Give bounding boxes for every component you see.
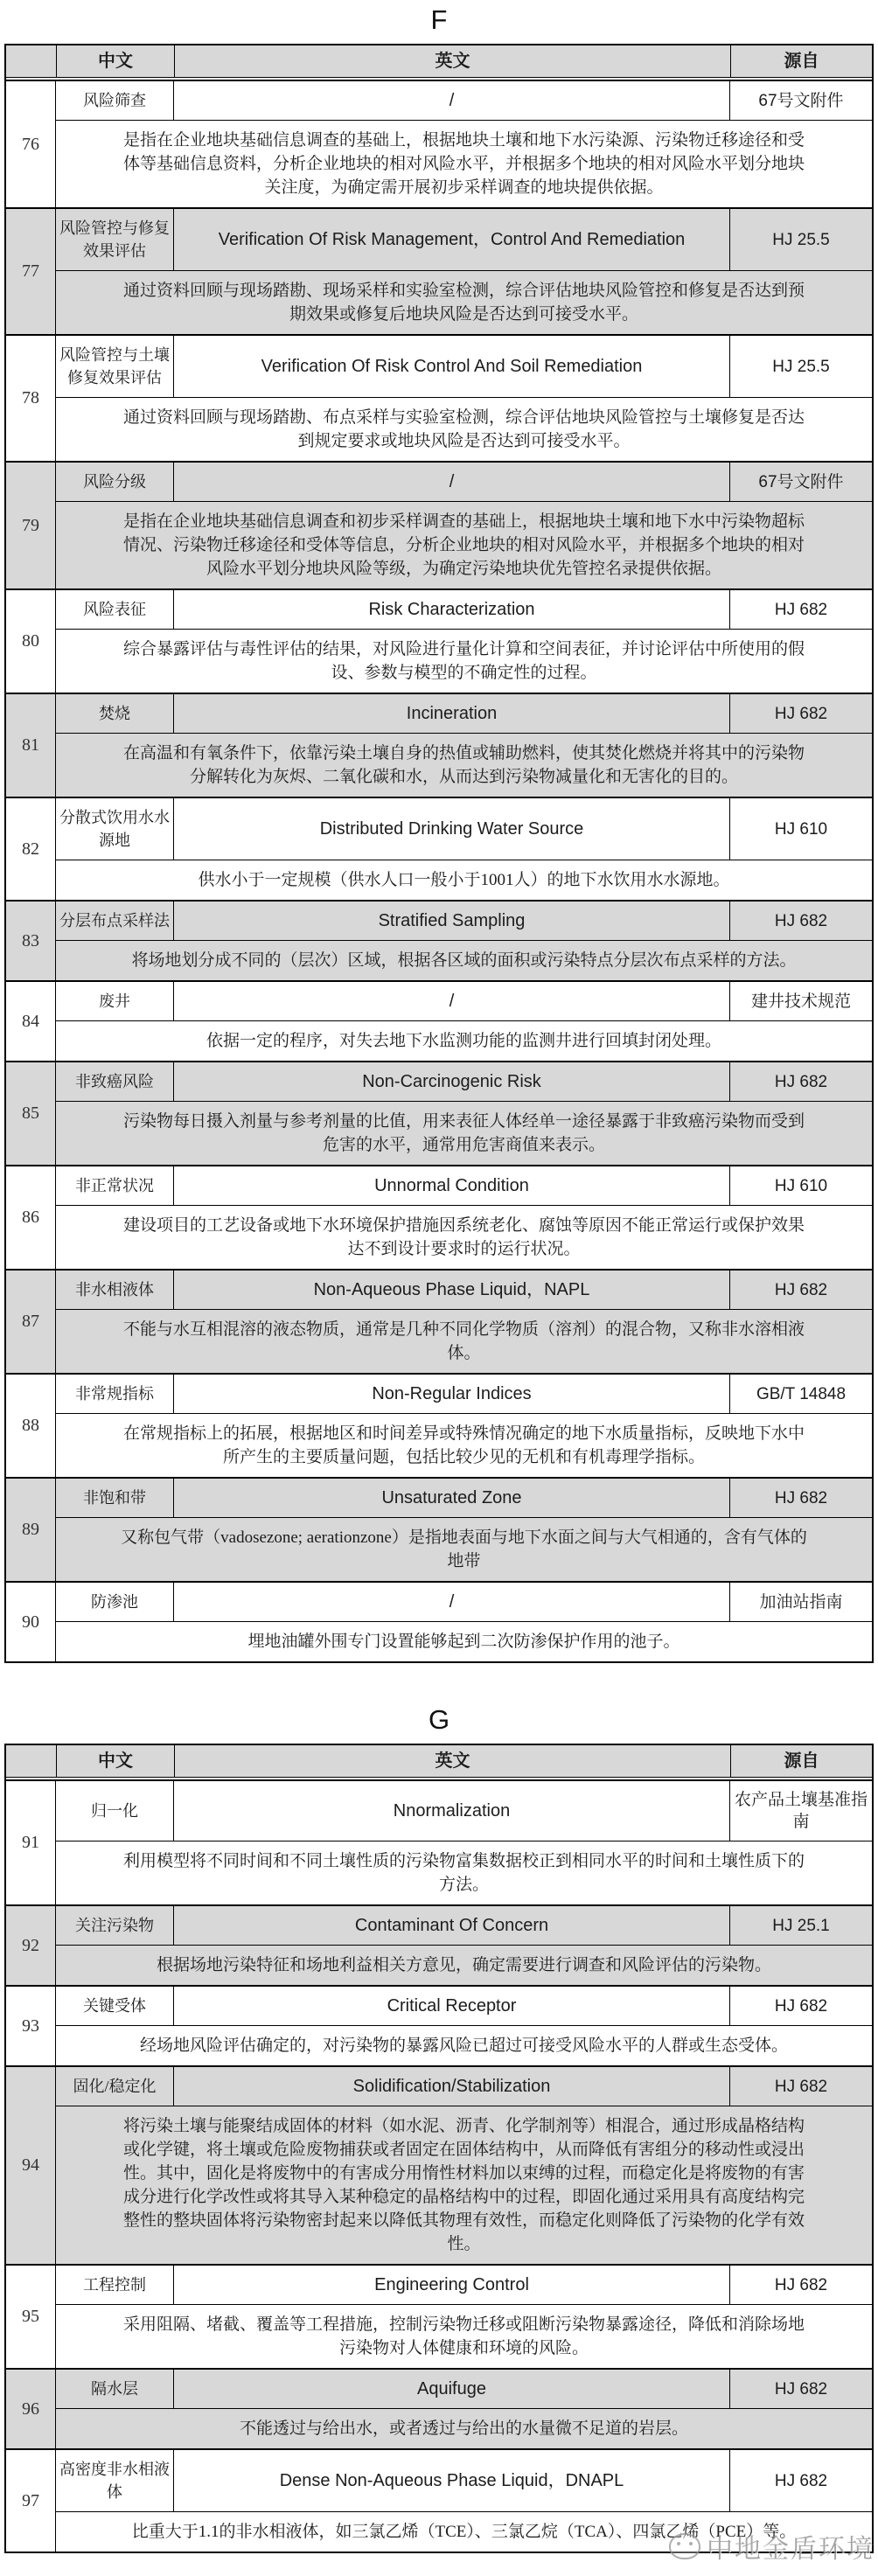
entry-term-english: Non-Regular Indices — [174, 1375, 730, 1413]
entry-source: HJ 682 — [774, 1488, 828, 1507]
entry-term-chinese: 归一化 — [56, 1781, 174, 1841]
entry-number: 95 — [6, 2266, 56, 2368]
entry-number: 90 — [6, 1583, 56, 1661]
entry-term-english: Nnormalization — [174, 1781, 730, 1841]
entry-number: 93 — [6, 1987, 56, 2065]
entry-term-chinese: 风险筛查 — [56, 81, 174, 120]
entry-source: HJ 682 — [774, 1280, 828, 1299]
entry-source: 农产品土壤基准指南 — [735, 1791, 868, 1832]
entry-term-english: Non-Aqueous Phase Liquid，NAPL — [174, 1271, 730, 1309]
entry-term-chinese: 风险管控与土壤修复效果评估 — [56, 336, 174, 397]
entry-definition: 经场地风险评估确定的，对污染物的暴露风险已超过可接受风险水平的人群或生态受体。 — [56, 2025, 872, 2065]
entry-source: 67号文附件 — [758, 91, 844, 110]
entry-number: 91 — [6, 1781, 56, 1904]
entry-number: 89 — [6, 1479, 56, 1581]
entry-number: 79 — [6, 463, 56, 588]
entry-source: HJ 682 — [774, 2471, 828, 2490]
entry-term-chinese: 固化/稳定化 — [56, 2067, 174, 2106]
entry-term-english: Risk Characterization — [174, 590, 730, 629]
entry-definition: 将污染土壤与能聚结成固体的材料（如水泥、沥青、化学制剂等）相混合，通过形成晶格结构或化学键，将土壤或危险废物捕获或者固定在固体结构中，从而降低有害组分的移动性或浸出性。其中，固化是将废物中的有害成分用惰性材料加以束缚的过程，而稳定化是将废物的有害成分进行化学改性或将其导入某种稳定的晶格结构中的过程，即固化通过采用具有高度结构完整性的整块固体将污染物密封起来以降低其物理有效性，而稳定化则降低了污染物的化学有效性。 — [56, 2106, 872, 2264]
entry-term-english: / — [174, 982, 730, 1020]
entry-source: HJ 682 — [774, 2275, 828, 2294]
entry-term-english: Verification Of Risk Management，Control And Remediation — [174, 209, 730, 270]
entry-number: 97 — [6, 2450, 56, 2552]
entry-term-english: Aquifuge — [174, 2370, 730, 2408]
entry-term-english: Dense Non-Aqueous Phase Liquid，DNAPL — [174, 2450, 730, 2511]
entry-definition: 在常规指标上的拓展，根据地区和时间差异或特殊情况确定的地下水质量指标，反映地下水中所产生的主要质量问题，包括比较少见的无机和有机毒理学指标。 — [56, 1413, 872, 1477]
entry-source: HJ 25.5 — [772, 230, 830, 249]
entry-term-chinese: 非水相液体 — [56, 1271, 174, 1309]
entry-term-chinese: 废井 — [56, 982, 174, 1020]
entry-number: 81 — [6, 694, 56, 797]
header-chinese: 中文 — [56, 45, 174, 77]
entry-term-chinese: 隔水层 — [56, 2370, 174, 2408]
entry-term-english: Verification Of Risk Control And Soil Remediation — [174, 336, 730, 397]
glossary-entry — [6, 797, 872, 900]
table-g-header-row — [6, 1745, 872, 1778]
entry-number: 94 — [6, 2067, 56, 2264]
entry-number: 78 — [6, 336, 56, 461]
entry-number: 96 — [6, 2370, 56, 2448]
entry-term-english: Distributed Drinking Water Source — [174, 798, 730, 860]
entry-term-english: Incineration — [174, 694, 730, 733]
entry-term-english: Stratified Sampling — [174, 902, 730, 940]
glossary-table-g — [4, 1744, 874, 2553]
entry-term-english: Unsaturated Zone — [174, 1479, 730, 1517]
glossary-entry — [6, 1373, 872, 1477]
entry-definition: 不能透过与给出水，或者透过与给出的水量微不足道的岩层。 — [56, 2408, 872, 2448]
entry-source: HJ 610 — [774, 819, 828, 839]
entry-source: GB/T 14848 — [756, 1384, 847, 1403]
entry-term-chinese: 分层布点采样法 — [56, 902, 174, 940]
section-f — [0, 5, 878, 1663]
entry-term-chinese: 关注污染物 — [56, 1906, 174, 1945]
entry-definition: 通过资料回顾与现场踏勘、布点采样与实验室检测，综合评估地块风险管控与土壤修复是否达到规定要求或地块风险是否达到可接受水平。 — [56, 397, 872, 461]
header-source: 源自 — [730, 1745, 872, 1777]
entry-term-chinese: 风险分级 — [56, 463, 174, 501]
entry-term-chinese: 关键受体 — [56, 1987, 174, 2025]
entry-term-english: / — [174, 1583, 730, 1621]
table-f-body — [6, 80, 872, 1661]
header-source: 源自 — [730, 45, 872, 77]
entry-source: HJ 682 — [774, 1072, 828, 1091]
glossary-entry — [6, 693, 872, 797]
glossary-entry — [6, 1477, 872, 1581]
glossary-entry — [6, 461, 872, 588]
entry-term-english: Contaminant Of Concern — [174, 1906, 730, 1945]
entry-number: 85 — [6, 1062, 56, 1165]
header-chinese: 中文 — [56, 1745, 174, 1777]
entry-definition: 不能与水互相混溶的液态物质，通常是几种不同化学物质（溶剂）的混合物，又称非水溶相液体。 — [56, 1309, 872, 1373]
entry-term-chinese: 非正常状况 — [56, 1166, 174, 1205]
entry-definition: 供水小于一定规模（供水人口一般小于1001人）的地下水饮用水水源地。 — [56, 860, 872, 900]
glossary-entry — [6, 900, 872, 980]
entry-term-chinese: 风险管控与修复效果评估 — [56, 209, 174, 270]
glossary-entry — [6, 2264, 872, 2368]
entry-source: 67号文附件 — [758, 472, 844, 491]
entry-definition: 依据一定的程序，对失去地下水监测功能的监测井进行回填封闭处理。 — [56, 1020, 872, 1061]
entry-source: 建井技术规范 — [750, 992, 851, 1011]
entry-term-chinese: 风险表征 — [56, 590, 174, 629]
glossary-table-f — [4, 44, 874, 1663]
section-g-title: G — [428, 1704, 450, 1736]
table-g-body — [6, 1779, 872, 2552]
glossary-entry — [6, 334, 872, 461]
entry-source: HJ 682 — [774, 2379, 828, 2398]
entry-source: HJ 682 — [774, 911, 828, 930]
entry-number: 84 — [6, 982, 56, 1061]
entry-term-english: Unnormal Condition — [174, 1166, 730, 1205]
entry-source: HJ 682 — [774, 600, 828, 619]
entry-number: 86 — [6, 1166, 56, 1269]
entry-term-chinese: 工程控制 — [56, 2266, 174, 2304]
entry-number: 77 — [6, 209, 56, 334]
glossary-entry — [6, 2448, 872, 2552]
glossary-entry — [6, 2368, 872, 2448]
header-english: 英文 — [174, 1745, 730, 1777]
entry-source: HJ 25.1 — [772, 1916, 830, 1935]
entry-definition: 将场地划分成不同的（层次）区域，根据各区域的面积或污染特点分层次布点采样的方法。 — [56, 940, 872, 980]
entry-source: 加油站指南 — [759, 1592, 843, 1612]
section-f-title: F — [430, 4, 448, 35]
entry-number: 92 — [6, 1906, 56, 1985]
entry-number: 76 — [6, 81, 56, 207]
header-number-cell — [6, 45, 56, 77]
entry-definition: 采用阻隔、堵截、覆盖等工程措施，控制污染物迁移或阻断污染物暴露途径，降低和消除场地污染物对人体健康和环境的风险。 — [56, 2304, 872, 2368]
entry-source: HJ 682 — [774, 1996, 828, 2016]
entry-definition: 通过资料回顾与现场踏勘、现场采样和实验室检测，综合评估地块风险管控和修复是否达到预期效果或修复后地块风险是否达到可接受水平。 — [56, 270, 872, 334]
header-english: 英文 — [174, 45, 730, 77]
entry-term-english: Non-Carcinogenic Risk — [174, 1062, 730, 1101]
watermark-text: 中地金盾环境 — [707, 2535, 875, 2565]
section-g — [0, 1705, 878, 2553]
entry-definition: 根据场地污染特征和场地利益相关方意见，确定需要进行调查和风险评估的污染物。 — [56, 1945, 872, 1985]
entry-term-chinese: 焚烧 — [56, 694, 174, 733]
entry-term-chinese: 分散式饮用水水源地 — [56, 798, 174, 860]
entry-source: HJ 25.5 — [772, 357, 830, 376]
header-number-cell — [6, 1745, 56, 1777]
glossary-entry — [6, 207, 872, 334]
entry-term-english: Critical Receptor — [174, 1987, 730, 2025]
entry-term-chinese: 非常规指标 — [56, 1375, 174, 1413]
entry-term-english: / — [174, 463, 730, 501]
entry-number: 82 — [6, 798, 56, 900]
entry-term-english: Solidification/Stabilization — [174, 2067, 730, 2106]
entry-source: HJ 682 — [774, 2077, 828, 2096]
glossary-entry — [6, 81, 872, 207]
glossary-entry — [6, 588, 872, 693]
entry-definition: 在高温和有氧条件下，依靠污染土壤自身的热值或辅助燃料，使其焚化燃烧并将其中的污染物分解转化为灰烬、二氧化碳和水，从而达到污染物减量化和无害化的目的。 — [56, 733, 872, 797]
entry-definition: 是指在企业地块基础信息调查的基础上，根据地块土壤和地下水污染源、污染物迁移途径和受体等基础信息资料，分析企业地块的相对风险水平，并根据多个地块的相对风险水平划分地块关注度，为确定需开展初步采样调查的地块提供依据。 — [56, 120, 872, 207]
entry-term-chinese: 高密度非水相液体 — [56, 2450, 174, 2511]
entry-term-english: / — [174, 81, 730, 120]
entry-source: HJ 682 — [774, 704, 828, 723]
entry-definition: 污染物每日摄入剂量与参考剂量的比值，用来表征人体经单一途径暴露于非致癌污染物而受到危害的水平，通常用危害商值来表示。 — [56, 1101, 872, 1165]
entry-definition: 比重大于1.1的非水相液体，如三氯乙烯（TCE）、三氯乙烷（TCA）、四氯乙烯（PCE）等。 — [56, 2511, 872, 2552]
entry-number: 88 — [6, 1375, 56, 1477]
entry-definition: 综合暴露评估与毒性评估的结果，对风险进行量化计算和空间表征，并讨论评估中所使用的假设、参数与模型的不确定性的过程。 — [56, 629, 872, 693]
entry-term-chinese: 非饱和带 — [56, 1479, 174, 1517]
glossary-entry — [6, 1985, 872, 2065]
entry-definition: 埋地油罐外围专门设置能够起到二次防渗保护作用的池子。 — [56, 1621, 872, 1661]
entry-definition: 利用模型将不同时间和不同土壤性质的污染物富集数据校正到相同水平的时间和土壤性质下的方法。 — [56, 1841, 872, 1904]
entry-number: 83 — [6, 902, 56, 980]
glossary-entry — [6, 1581, 872, 1661]
entry-definition: 又称包气带（vadosezone; aerationzone）是指地表面与地下水面之间与大气相通的，含有气体的地带 — [56, 1517, 872, 1581]
glossary-entry — [6, 1165, 872, 1269]
table-f-header-row — [6, 45, 872, 78]
glossary-entry — [6, 1904, 872, 1985]
entry-definition: 是指在企业地块基础信息调查和初步采样调查的基础上，根据地块土壤和地下水中污染物超标情况、污染物迁移途径和受体等信息，分析企业地块的相对风险水平，并根据多个地块的相对风险水平划分地块风险等级，为确定污染地块优先管控名录提供依据。 — [56, 501, 872, 588]
entry-source: HJ 610 — [774, 1176, 828, 1195]
glossary-entry — [6, 2065, 872, 2264]
entry-number: 80 — [6, 590, 56, 693]
glossary-entry — [6, 1061, 872, 1165]
entry-term-chinese: 防渗池 — [56, 1583, 174, 1621]
glossary-entry — [6, 1781, 872, 1904]
glossary-entry — [6, 980, 872, 1061]
entry-term-english: Engineering Control — [174, 2266, 730, 2304]
glossary-entry — [6, 1269, 872, 1373]
entry-definition: 建设项目的工艺设备或地下水环境保护措施因系统老化、腐蚀等原因不能正常运行或保护效果达不到设计要求时的运行状况。 — [56, 1205, 872, 1269]
entry-term-chinese: 非致癌风险 — [56, 1062, 174, 1101]
entry-number: 87 — [6, 1271, 56, 1373]
